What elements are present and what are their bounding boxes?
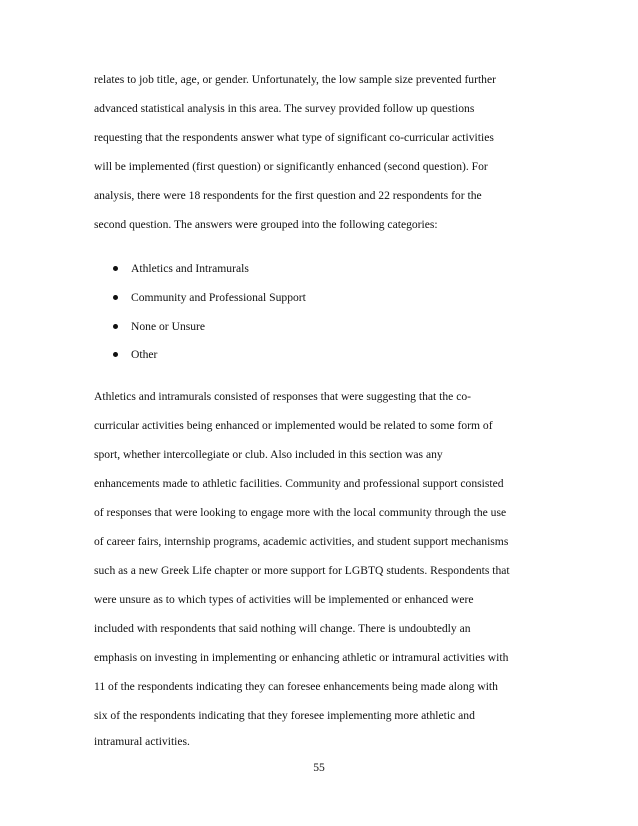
paragraph2-line-7: such as a new Greek Life chapter or more support for LGBTQ students. Respondents that <box>94 564 510 577</box>
paragraph1-line-3: requesting that the respondents answer what type of significant co-curricular activities <box>94 131 494 144</box>
paragraph2-line-1: Athletics and intramurals consisted of responses that were suggesting that the co- <box>94 390 472 403</box>
bullet-icon <box>113 266 118 271</box>
paragraph2-line-4: enhancements made to athletic facilities. Community and professional support consisted <box>94 477 504 490</box>
paragraph2-line-9: included with respondents that said nothing will change. There is undoubtedly an <box>94 622 471 635</box>
category-list-item <box>113 348 157 362</box>
paragraph2-line-8: were unsure as to which types of activities will be implemented or enhanced were <box>94 593 474 606</box>
paragraph1-line-1: relates to job title, age, or gender. Unfortunately, the low sample size prevented further <box>94 73 496 86</box>
paragraph1-line-6: second question. The answers were grouped into the following categories: <box>94 218 438 231</box>
paragraph2-line-10: emphasis on investing in implementing or enhancing athletic or intramural activities with <box>94 651 509 664</box>
category-label: Community and Professional Support <box>131 291 306 304</box>
bullet-icon <box>113 324 118 329</box>
category-list-item <box>113 320 205 334</box>
paragraph1-line-2: advanced statistical analysis in this area. The survey provided follow up questions <box>94 102 475 115</box>
paragraph2-line-5: of responses that were looking to engage more with the local community through the use <box>94 506 507 519</box>
paragraph2-line-2: curricular activities being enhanced or implemented would be related to some form of <box>94 419 493 432</box>
category-label: Athletics and Intramurals <box>131 262 249 275</box>
paragraph2-line-3: sport, whether intercollegiate or club. Also included in this section was any <box>94 448 443 461</box>
category-label: None or Unsure <box>131 320 206 333</box>
bullet-icon <box>113 352 118 357</box>
category-list-item <box>113 291 306 305</box>
paragraph2-line-11: 11 of the respondents indicating they can foresee enhancements being made along with <box>94 680 498 693</box>
paragraph2-line-6: of career fairs, internship programs, academic activities, and student support mechanisms <box>94 535 509 548</box>
bullet-icon <box>113 295 118 300</box>
paragraph2-line-13: intramural activities. <box>94 735 190 748</box>
paragraph2-line-12: six of the respondents indicating that they foresee implementing more athletic and <box>94 709 475 722</box>
category-list-item <box>113 262 249 276</box>
category-label: Other <box>131 348 158 361</box>
paragraph1-line-5: analysis, there were 18 respondents for the first question and 22 respondents for the <box>94 189 482 202</box>
paragraph1-line-4: will be implemented (first question) or significantly enhanced (second question). For <box>94 160 488 173</box>
page-number: 55 <box>313 761 325 774</box>
